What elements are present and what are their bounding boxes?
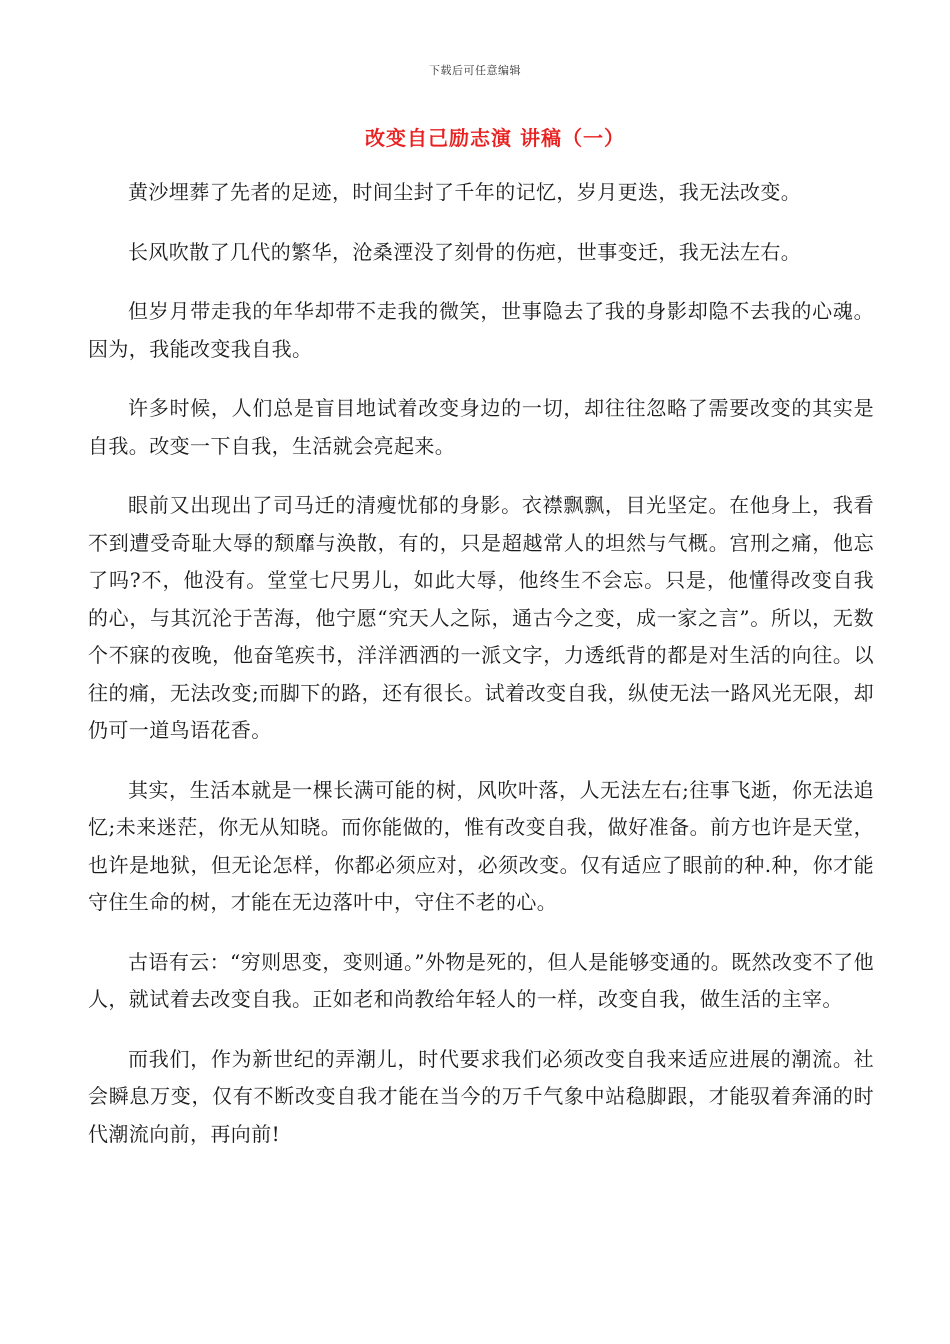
paragraph-7: 古语有云：“穷则思变，变则通。”外物是死的，但人是能够变通的。既然改变不了他人，就试着去改变自我。正如老和尚教给年轻人的一样，改变自我，做生活的主宰。: [88, 949, 874, 1011]
paragraph-2: 长风吹散了几代的繁华，沧桑湮没了刻骨的伤疤，世事变迁，我无法左右。: [128, 239, 802, 264]
header-note: 下载后可任意编辑: [429, 64, 521, 77]
paragraph-8: 而我们，作为新世纪的弄潮儿，时代要求我们必须改变自我来适应进展的潮流。社会瞬息万变，仅有不断改变自我才能在当今的万千气象中站稳脚跟，才能驭着奔涌的时代潮流向前，再向前!: [88, 1046, 874, 1146]
document-title: 改变自己励志演 讲稿（一）: [365, 126, 625, 150]
paragraph-5: 眼前又出现出了司马迁的清瘦忧郁的身影。衣襟飘飘，目光坚定。在他身上，我看不到遭受奇耻大辱的颓靡与涣散，有的，只是超越常人的坦然与气概。宫刑之痛，他忘了吗?不，他没有。堂堂七尺男儿，如此大辱，他终生不会忘。只是，他懂得改变自我的心，与其沉沦于苦海，他宁愿“究天人之际，通古今之变，成一家之言”。所以，无数个不寐的夜晚，他奋笔疾书，洋洋洒洒的一派文字，力透纸背的都是对生活的向往。以往的痛，无法改变;而脚下的路，还有很长。试着改变自我，纵使无法一路风光无限，却仍可一道鸟语花香。: [88, 493, 874, 742]
document-body: [88, 174, 874, 1175]
paragraph-1: 黄沙埋葬了先者的足迹，时间尘封了千年的记忆，岁月更迭，我无法改变。: [128, 180, 802, 204]
paragraph-4: 许多时候，人们总是盲目地试着改变身边的一切，却往往忽略了需要改变的其实是自我。改变一下自我，生活就会亮起来。: [88, 396, 874, 458]
paragraph-3: 但岁月带走我的年华却带不走我的微笑，世事隐去了我的身影却隐不去我的心魂。因为，我能改变我自我。: [88, 299, 874, 361]
paragraph-6: 其实，生活本就是一棵长满可能的树，风吹叶落，人无法左右;往事飞逝，你无法追忆;未来迷茫，你无从知晓。而你能做的，惟有改变自我，做好准备。前方也许是天堂，也许是地狱，但无论怎样，你都必须应对，必须改变。仅有适应了眼前的种.种，你才能守住生命的树，才能在无边落叶中，守住不老的心。: [88, 777, 874, 914]
